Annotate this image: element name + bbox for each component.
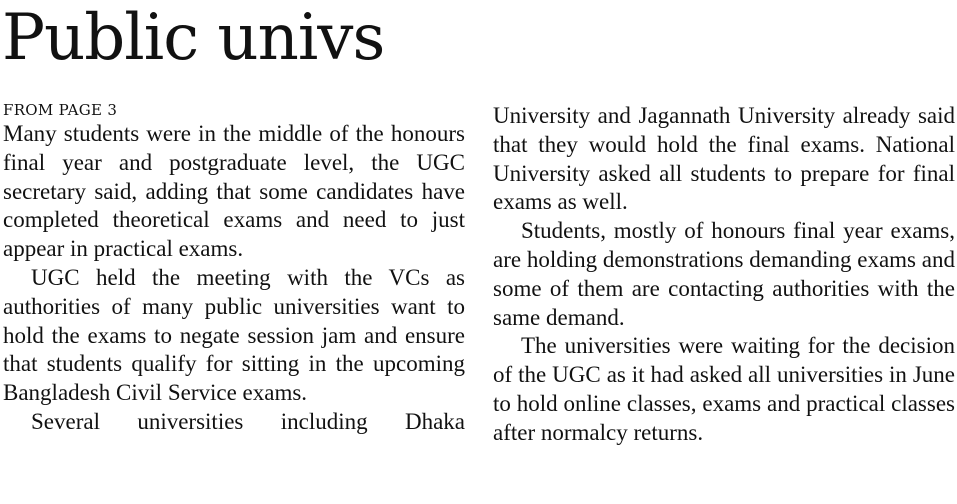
body-paragraph: The universities were waiting for the decision of the UGC as it had asked all universities in June to hold online classes, exams and practical classes after normalcy returns. [493, 333, 955, 445]
body-paragraph: UGC held the meeting with the VCs as authorities of many public universities want to hold the exams to negate session jam and ensure that students qualify for sitting in the upcoming Bangladesh Civil Service exams. [3, 264, 465, 406]
headline: Public univs [2, 1, 385, 75]
body-paragraph: University and Jagannath University already said that they would hold the final exams. National University asked all students to prepare for final exams as well. [493, 103, 955, 215]
continuation-kicker: FROM PAGE 3 [3, 101, 118, 119]
article-column-right [493, 102, 955, 448]
body-paragraph: Several universities including Dhaka [31, 408, 465, 434]
article-column-left [3, 101, 465, 437]
body-paragraph: Many students were in the middle of the honours final year and postgraduate level, the UGC secretary said, adding that some candidates have completed theoretical exams and need to just appear in practical exams. [3, 121, 465, 262]
body-paragraph: Students, mostly of honours final year exams, are holding demonstrations demanding exams and some of them are contacting authorities with the same demand. [493, 218, 955, 330]
